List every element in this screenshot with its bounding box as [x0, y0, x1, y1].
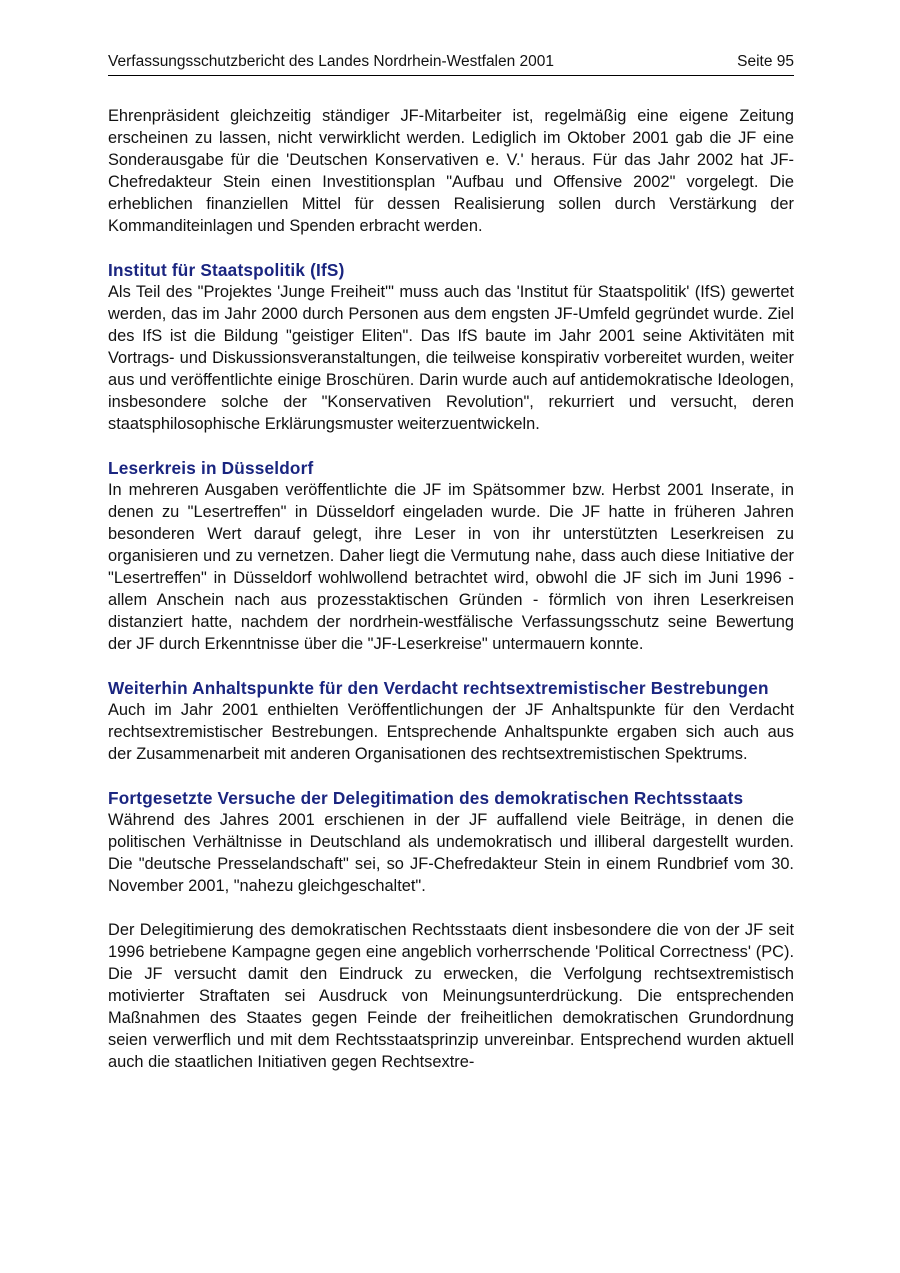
delegitimation-heading: Fortgesetzte Versuche der Delegitimation des demokratischen Rechtsstaats — [108, 788, 744, 808]
anhaltspunkte-heading: Weiterhin Anhaltspunkte für den Verdacht rechtsextremistischer Bestrebungen — [108, 678, 769, 698]
ifs-heading: Institut für Staatspolitik (IfS) — [108, 260, 345, 280]
leserkreis-paragraph: In mehreren Ausgaben veröffentlichte die JF im Spätsommer bzw. Herbst 2001 Inserate, in denen zu "Lesertreffen" in Düsseldorf eingeladen wurde. Die JF hatte in früheren Jahren besonderen Wert darauf gelegt, ihre Leser in von ihr unterstützten Leserkreisen zu organisieren und zu vernetzen. Daher liegt die Vermutung nahe, dass auch diese Initiative der "Lesertreffen" in Düsseldorf wohlwollend betrachtet wird, obwohl die JF sich im Juni 1996 - allem Anschein nach aus prozesstaktischen Gründen - förmlich von ihren Leserkreisen distanziert hatte, nachdem der nordrhein-westfälische Verfassungsschutz seine Bewertung der JF durch Erkenntnisse über die "JF-Leserkreise" untermauern konnte. — [108, 481, 794, 653]
delegitimierung-paragraph: Der Delegitimierung des demokratischen Rechtsstaats dient insbesondere die von der JF seit 1996 betriebene Kampagne gegen eine angeblich vorherrschende 'Political Correctness' (PC). Die JF versucht damit den Eindruck zu erwecken, die Verfolgung rechtsextremistisch motivierter Straftaten sei Ausdruck von Meinungsunterdrückung. Die entsprechenden Maßnahmen des Staates gegen Feinde der freiheitlichen demokratischen Grundordnung seien verwerflich und mit dem Rechtsstaatsprinzip unvereinbar. Entsprechend wurden aktuell auch die staatlichen Initiativen gegen Rechtsextre- — [108, 921, 794, 1071]
page-number: Seite 95 — [737, 53, 794, 70]
intro-paragraph: Ehrenpräsident gleichzeitig ständiger JF-Mitarbeiter ist, regelmäßig eine eigene Zeitung erscheinen zu lassen, nicht verwirklicht werden. Lediglich im Oktober 2001 gab die JF eine Sonderausgabe für die 'Deutschen Konservativen e. V.' heraus. Für das Jahr 2002 hat JF-Chefredakteur Stein einen Investitionsplan "Aufbau und Offensive 2002" vorgelegt. Die erheblichen finanziellen Mittel für dessen Realisierung sollen durch Verstärkung der Kommanditeinlagen und Spenden erbracht werden. — [108, 107, 794, 235]
header-rule — [108, 75, 794, 76]
paragraph-spacer — [108, 897, 794, 919]
ifs-paragraph: Als Teil des "Projektes 'Junge Freiheit'" muss auch das 'Institut für Staatspolitik' (IfS) gewertet werden, das im Jahr 2000 durch Personen aus dem engsten JF-Umfeld gegründet wurde. Ziel des IfS ist die Bildung "geistiger Eliten". Das IfS baute im Jahr 2001 seine Aktivitäten mit Vortrags- und Diskussionsveranstaltungen, die teilweise konspirativ vorbereitet wurden, weiter aus und veröffentlichte einige Broschüren. Darin wurde auch auf antidemokratische Ideologen, insbesondere solche der "Konservativen Revolution", rekurriert und versucht, deren staatsphilosophische Erklärungsmuster weiterzuentwickeln. — [108, 283, 794, 433]
running-header — [108, 52, 794, 76]
page-body — [108, 105, 794, 1073]
paragraph-spacer — [108, 435, 794, 457]
header-title: Verfassungsschutzbericht des Landes Nordrhein-Westfalen 2001 — [108, 53, 555, 70]
leserkreis-heading: Leserkreis in Düsseldorf — [108, 458, 314, 478]
paragraph-spacer — [108, 765, 794, 787]
anhaltspunkte-paragraph: Auch im Jahr 2001 enthielten Veröffentlichungen der JF Anhaltspunkte für den Verdacht rechtsextremistischer Bestrebungen. Entsprechende Anhaltspunkte ergaben sich auch aus der Zusammenarbeit mit anderen Organisationen des rechtsextremistischen Spektrums. — [108, 701, 794, 763]
paragraph-spacer — [108, 655, 794, 677]
delegitimation-paragraph: Während des Jahres 2001 erschienen in der JF auffallend viele Beiträge, in denen die politischen Verhältnisse in Deutschland als undemokratisch und illiberal dargestellt wurden. Die "deutsche Presselandschaft" sei, so JF-Chefredakteur Stein in einem Rundbrief vom 30. November 2001, "nahezu gleichgeschaltet". — [108, 811, 794, 895]
paragraph-spacer — [108, 237, 794, 259]
